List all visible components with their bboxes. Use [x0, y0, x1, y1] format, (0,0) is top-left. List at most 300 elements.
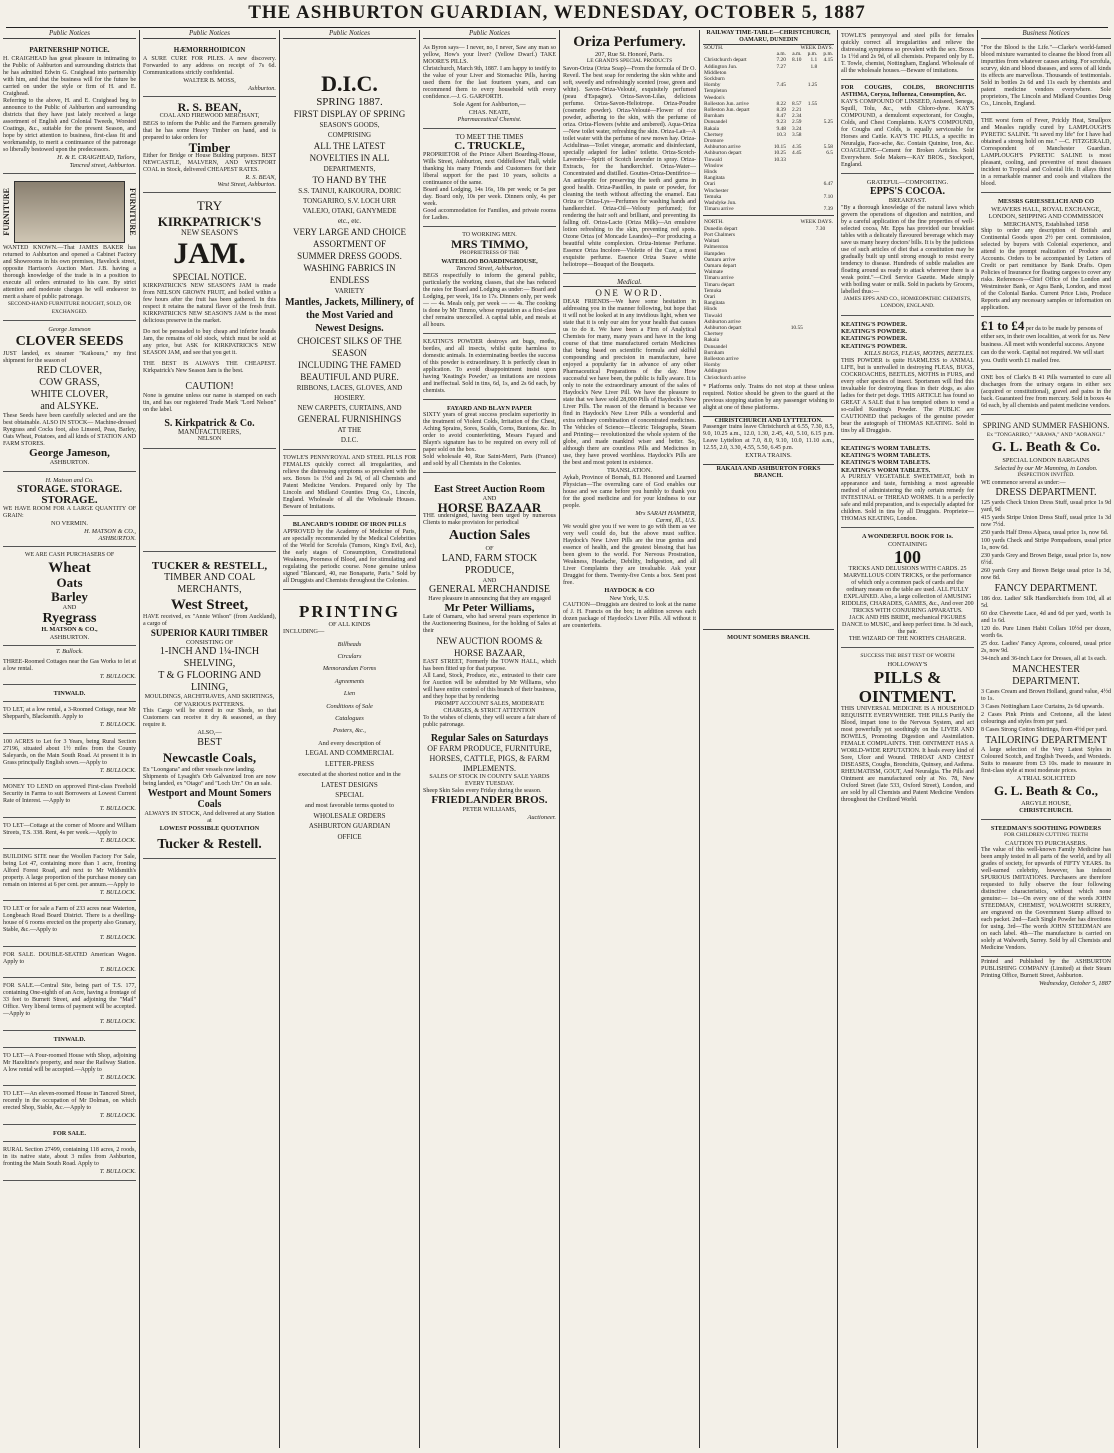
ad-body: SPECIAL — [335, 790, 364, 799]
beath-ad — [981, 417, 1111, 820]
ad-body: A large selection of the Very Latest Styles in Coloured Scotch, and English Tweeds, and Worsteds. Suits to measure from £3 10s. made to measure in first-class style at most moderate prices. — [981, 746, 1111, 774]
time-cell: 4.15 — [823, 57, 833, 64]
ad-body: THREE-Roomed Cottages near the Gas Works to let at a low rental. — [3, 658, 136, 672]
ad-body: RURAL Section 27499, containing 118 acres, 2 roods, in its native state, about 3 miles from Ashburton, fronting the Main South Road. Apply to — [3, 1147, 136, 1168]
station-cell: Rolleston Jun. depart — [704, 107, 750, 114]
ad-body: JUST landed, ex steamer "Kaikoura," my first shipment for the season of — [3, 351, 136, 365]
time-cell: 7.20 — [776, 57, 786, 64]
ad-title: STORAGE. STORAGE. — [17, 484, 122, 496]
ad-signature: ASHBURTON. — [98, 535, 136, 543]
time-cell: 9.48 — [776, 125, 786, 132]
time-cell: 7.45 — [776, 82, 786, 89]
timetable-south — [703, 45, 834, 212]
printing-item: Billheads — [337, 640, 362, 648]
ad-body: OF — [485, 545, 494, 553]
holloway-ad — [841, 650, 974, 808]
ad-title: KEATING'S WORM TABLETS. — [841, 466, 931, 474]
column-3 — [280, 30, 419, 1448]
wheat-ad — [3, 549, 136, 646]
dic-line: VARIETY — [334, 287, 365, 296]
ad-body: ALSO,— — [197, 729, 222, 737]
ad-signature: T. BULLOCK. — [99, 766, 136, 774]
ad-subtitle: SPRING 1887. — [316, 96, 383, 109]
ad-item: AND — [482, 576, 497, 584]
ad-item: BEST — [197, 736, 222, 748]
ad-signature: Tancred street, Ashburton. — [69, 161, 136, 169]
classified-ad — [3, 949, 136, 978]
ad-body: "By a thorough knowledge of the natural laws which govern the operations of digestion and nutrition, and by a careful application of the fine properties of well-selected cocoa, Mr. Epps has provided our breakfast tables with a delicately flavoured beverage which may save us many heavy doctors' bills. It is by the judicious use of such articles of diet that a constitution may be gradually built up until strong enough to resist every tendency to disease. Hundreds of subtle maladies are floating around us ready to attack wherever there is a weak point."—Civil Service Gazette. Made simply with boiling water or milk. Sold in packets by Grocers, labelled thus:— — [841, 204, 974, 295]
dic-line: BEAUTIFUL AND PURE. — [300, 372, 399, 383]
ad-title: FAYARD AND BLAYN PAPER — [447, 404, 532, 412]
ad-body: INCLUDING— — [283, 628, 325, 636]
ad-body: A SURE CURE FOR PILES. A new discovery. Forwarded to any address on receipt of 7s 6d. Communications strictly confidential. — [143, 56, 276, 77]
ad-body: "For the Blood is the Life."—Clarke's world-famed blood mixture warranted to cleanse the blood from all impurities from whatever causes arising. For scrofula, scurvy, skin and blood diseases, and sores of all kinds its effects are marvellous. Thousands of testimonials. Sold in bottles 2s 6d and 11s each by chemists and patent medicine vendors everywhere. Sole proprietors, The Lincoln and Midland Counties Drug Co., Lincoln, England. — [981, 45, 1111, 108]
ad-body: Do not be persuaded to buy cheap and inferior brands Jam, the remains of old stock, which must be sold at any price, but ASK for KIRKPATRICK'S NEW SEASON JAM, and see that you get it. — [143, 328, 276, 356]
ad-title: SPRING AND SUMMER FASHIONS. — [982, 421, 1110, 431]
ad-signature: PETER WILLIAMS, — [462, 806, 517, 814]
classified-ad — [3, 903, 136, 946]
dic-line: NOVELTIES IN ALL — [309, 153, 390, 164]
station-cell: Tinwald — [704, 312, 722, 319]
time-cell — [802, 206, 818, 212]
ad-body: Christchurch, March 9th, 1887. I am happy to testify to the value of your Liver and Stomachic Pills, having used them for the last fourteen years, and can recommend them to every household with every confidence.—J. G. GARFORTH. — [423, 66, 556, 101]
printing-item: Circulars — [337, 653, 362, 661]
ad-firm: T. Bullock. — [56, 648, 83, 656]
ad-item: PRODUCE, — [464, 564, 515, 576]
masthead-rule — [6, 27, 1108, 28]
ad-title: TO MEET THE TIMES — [455, 132, 524, 141]
ad-item: Oats — [56, 574, 83, 590]
station-cell: Hampden — [704, 250, 725, 257]
ad-title: KIRKPATRICK'S — [157, 214, 262, 230]
time-cell: 7.27 — [776, 63, 786, 70]
list-item: 3 Cases Nottingham Lace Curtains, 2s 6d upwards. — [981, 703, 1104, 710]
station-cell: Dunsandel — [704, 343, 728, 350]
ad-signature: West Street, Ashburton. — [217, 181, 276, 189]
ad-body: TO LET—A Four-roomed House with Shop, adjoining Mr Hazeltine's property, and near the Railway Station. A low rental will be accepted.—Apply to — [3, 1052, 136, 1073]
imprint-date: Wednesday, October 5, 1887 — [1039, 980, 1111, 988]
ad-title: Regular Sales on Saturdays — [430, 733, 549, 745]
classified-ad — [3, 820, 136, 849]
list-item: 25 doz. Ladies' Fancy Aprons, coloured, usual price 2s, now 9d. — [981, 640, 1111, 654]
ad-body: SIXTY years of great success proclaim superiority in the treatment of Violent Colds, Irritation of the Chest, Aching Sprains, Sores, Scalds, Corns, Bunions, &c. In order to avoid counterfeiting, Messrs Fayard and Blayn's signature has to be required on every roll of paper sold on the box. — [423, 412, 556, 454]
section-title: RAKAIA AND ASHBURTON FORKS BRANCH. — [703, 464, 834, 480]
list-item: 2 Cases Pink Prints and Cretonne, all the latest colourings and styles from per yard. — [981, 711, 1111, 725]
dic-line: HOSIERY. — [334, 394, 365, 403]
station-cell: Hinds — [704, 306, 717, 313]
time-cell: 10.3 — [776, 131, 786, 138]
ad-body: SALES OF STOCK IN COUNTY SALE YARDS EVERY TUESDAY. — [429, 774, 550, 788]
ad-title: KEATING'S POWDER. — [841, 335, 908, 343]
ad-item: LAND, FARM STOCK — [441, 552, 538, 564]
station-cell: Dunsandel — [704, 119, 728, 126]
time-cell: 7.10 — [823, 193, 833, 200]
station-cell: Washdyke Jun. — [704, 200, 737, 207]
ad-title: KEATING'S WORM TABLETS. — [841, 444, 931, 452]
ad-title: PILLS & OINTMENT. — [858, 667, 957, 706]
station-cell: Hornby — [704, 362, 721, 369]
timetable-north — [703, 219, 834, 380]
ad-signature: NELSON — [197, 436, 222, 443]
ad-body: These Seeds have been carefully selected and are the best obtainable. ALSO IN STOCK— Machine-dressed Ryegrass and Cocks foot, also Linseed, Peas, Barley, Oats Wheat, Potatoes, and all kinds of STATION AND FARM STORES. — [3, 413, 136, 448]
dic-line: the Most Varied and — [306, 310, 393, 322]
ad-subtitle: OF ALL KINDS — [328, 620, 371, 628]
table-header: WEEK DAYS. — [800, 45, 833, 51]
ad-signature: Ashburton. — [248, 84, 276, 92]
ad-body: THE WIZARD OF THE NORTH'S CHARGER. — [848, 636, 967, 643]
ad-title: BLANCARD'S IODIDE OF IRON PILLS — [292, 521, 407, 529]
column-header: Public Notices — [143, 30, 276, 39]
ad-body: Sole Agent for Ashburton,— — [453, 101, 526, 109]
column-header: a.m. — [792, 51, 802, 58]
ad-body: NO VERMIN. — [51, 520, 88, 528]
dic-line: VERY LARGE AND CHOICE — [293, 227, 406, 238]
ad-subtitle: BREAKFAST. — [888, 197, 927, 205]
station-cell: Rolleston Jun. arrive — [704, 100, 749, 107]
ad-title: HÆMORRHOIDICON — [173, 46, 246, 55]
ad-body: HAVE received, ex "Annie Wilson" (from Auckland), a cargo of — [143, 613, 276, 627]
station-cell: Templeton — [704, 88, 727, 95]
column-header: Business Notices — [981, 30, 1111, 39]
tucker-restell-ad — [143, 551, 276, 859]
station-cell: Timaru depart — [704, 281, 735, 288]
timetable-notes: * Platforms only. Trains do not stop at these unless required. Notice should be given to the guard at the previous stopping station by any passenger wishing to alight at one of these platforms. — [703, 383, 834, 411]
station-cell: Christchurch depart — [704, 57, 747, 64]
station-cell: Addington — [704, 368, 728, 375]
classified-ad — [3, 1050, 136, 1086]
time-cell — [768, 206, 787, 212]
time-cell: 1.8 — [810, 63, 818, 70]
ad-item: NEW AUCTION ROOMS & — [436, 636, 543, 647]
station-cell: Waitati — [704, 238, 720, 245]
time-cell: 8.47 — [776, 113, 786, 120]
time-cell: 7.30 — [815, 225, 826, 232]
section-title: EXTRA TRAINS. — [745, 452, 792, 460]
ad-body: per da to be made by persons of either sex, in their own localities, at work for us. New business. All meet with wonderful success. Anyone can do the work. Capital not required. We will start you. Outfit worth £1 mailed free. — [981, 326, 1111, 365]
truckle-ad — [423, 131, 556, 227]
ad-signature: Mrs SARAH HAMMER, — [635, 509, 696, 517]
table-header: WEEK DAYS. — [800, 219, 833, 226]
time-cell: 1.25 — [807, 82, 818, 89]
ad-body: LATEST DESIGNS — [321, 780, 378, 789]
ad-subtitle: GRATEFUL—COMFORTING. — [866, 179, 949, 186]
station-cell: Waimate — [704, 269, 724, 276]
ad-body: Sheep Skin Sales every Friday during the season. — [423, 788, 542, 795]
table-row — [703, 206, 834, 212]
ad-title: KEATING'S WORM TABLETS. — [841, 459, 931, 467]
time-cell: 9.23 — [776, 119, 786, 126]
station-cell: Port Chalmers — [704, 231, 735, 238]
keating-powder-ad — [841, 318, 974, 440]
ad-signature: Pharmaceutical Chemist. — [457, 116, 522, 124]
ad-title: ONE WORD. — [595, 288, 664, 299]
imprint: Printed and Published by the ASHBURTON PUBLISHING COMPANY (Limited) at their Steam Printing Office, Burnett Street, Ashburton. — [981, 959, 1111, 980]
ad-signature: R. S. BEAN, — [245, 173, 276, 181]
ad-subtitle: CONTAINING — [887, 540, 928, 548]
section-title: MANCHESTER DEPARTMENT. — [1012, 663, 1080, 687]
auction-ad — [423, 475, 556, 825]
ad-title: C. TRUCKLE, — [454, 140, 525, 153]
section-title: DRESS DEPARTMENT. — [995, 486, 1097, 498]
kirkpatrick-jam-ad — [143, 195, 276, 448]
ad-body: A PURELY VEGETABLE SWEETMEAT, both in appearance and taste, furnishing a most agreeable method of administering the only certain remedy for INTESTINAL or THREAD WORMS. It is a perfectly safe and mild preparation, and is especially adapted for children. Sold in tins by all Druggists. Proprietor—THOMAS KEATING, London. — [841, 474, 974, 523]
ad-item: HORSE BAZAAR, — [453, 648, 525, 659]
column-header: Public Notices — [423, 30, 556, 39]
ad-title: West Street, — [170, 596, 249, 613]
station-cell: Weedon's — [704, 94, 725, 101]
printing-items — [283, 641, 416, 735]
classified-ad — [3, 980, 136, 1030]
ad-body: MOULDINGS, ARCHITRAVES, AND SKIRTINGS, — [144, 694, 275, 701]
time-cell: 2.59 — [792, 119, 802, 126]
station-cell: Rangitata — [704, 175, 725, 182]
ad-title: KEATING'S POWDER. — [841, 320, 908, 328]
ad-item: GENERAL MERCHANDISE — [428, 584, 550, 596]
ad-item: Timber — [188, 139, 231, 155]
ad-body: Board and Lodging, 14s 16s, 18s per week; or 5s per day. Board only, 10s per week. Dinners only, 4s per week. — [423, 187, 556, 208]
ad-signature: Carmi, Ill., U.S. — [655, 517, 696, 525]
ad-body: This Cargo will be stored in our Sheds, so that Customers can receive it dry & seasoned, as they require it. — [143, 708, 276, 729]
time-cell: 8.22 — [776, 100, 786, 107]
column-8 — [978, 30, 1114, 1448]
medical-section — [563, 276, 696, 634]
ad-item: Newcastle Coals, — [162, 749, 257, 765]
ad-title: Auction Sales — [448, 528, 531, 544]
ad-subtitle: 207, Rue St. Honoré, Paris. — [595, 51, 664, 58]
station-cell: Winslow — [704, 162, 724, 169]
dress-items — [981, 500, 1111, 582]
ad-signature: T. BULLOCK. — [99, 1112, 136, 1120]
masthead: THE ASHBURTON GUARDIAN, WEDNESDAY, OCTOBER 5, 1887 — [248, 2, 866, 23]
ad-title: MESSRS GRIESSELICH AND CO — [997, 198, 1095, 206]
ad-signature: H. MATSON & CO., — [41, 626, 98, 634]
ad-title: HORSE BAZAAR — [437, 500, 542, 516]
ad-subtitle: INSPECTION INVITED. — [1017, 472, 1075, 479]
ad-signature: CHRISTCHURCH. — [1019, 807, 1073, 815]
time-cell: 1.1 — [810, 57, 818, 64]
time-cell: 10.33 — [773, 156, 786, 163]
keating-worm-ad — [841, 442, 974, 529]
section-title: Medical. — [563, 279, 696, 287]
griesselich-ad — [981, 195, 1111, 317]
ad-title: KEATING'S POWDER. — [841, 328, 908, 336]
ad-body: Aykab, Province of Bornah, B.I. Honored and Learned Physician—The overruling care of God enables our house and we came before you humbly to thank you for the good medicine and for your kindness to our people. — [563, 474, 696, 509]
ad-title: A WONDERFUL BOOK FOR 1s. — [861, 533, 954, 541]
dic-line: CHOICEST SILKS OF THE SEASON — [297, 336, 402, 359]
station-cell: Ashburton depart — [704, 150, 742, 157]
station-cell: Addington Jun. — [704, 63, 738, 70]
ad-body: TINWALD. — [53, 689, 86, 697]
ad-title: 100 — [894, 547, 921, 568]
ad-subtitle: Ex "TONGARIRO," "ARAWA," AND "AORANGI." — [986, 432, 1106, 439]
rakaia-timetable — [703, 479, 834, 630]
dic-line: TO HAND BY THE — [312, 175, 387, 186]
time-cell — [804, 375, 826, 381]
side-label: FURNITURE — [128, 188, 137, 236]
station-cell: Chertsey — [704, 331, 724, 338]
ad-body: ASHBURTON GUARDIAN — [308, 822, 391, 831]
ad-body: KAY'S COMPOUND OF LINSEED, Aniseed, Senega, Squill, Tolu, &c., with Chloro-dyne. KAY'S COMPOUND, a demulcent expectorant, for Coughs, Colds, and Chest Complaints. KAY'S COMPOUND, for Coughs and Colds, is equally serviceable for Horses and Cattle. KAY'S TIC PILLS, a specific in Neuralgia, Face-ache, &c. Contain Quinine, Iron, &c. COAGULINE—Cement for Broken Articles. Sold Everywhere. Sole Makers—KAY BROS., Stockport, England. — [841, 99, 974, 168]
station-cell: Hornby — [704, 82, 721, 89]
ad-body: TO LET, at a low rental, a 3-Roomed Cottage, near Mr Sheppard's, Blacksmith. Apply to — [3, 707, 136, 721]
ad-body: ALWAYS IN STOCK, And delivered at any Station at — [144, 809, 275, 825]
ad-body: PROMPT ACCOUNT SALES, MODERATE CHARGES, & STRICT ATTENTION — [434, 701, 545, 715]
column-header: p.m. — [807, 51, 818, 58]
station-cell: Sockburn — [704, 76, 725, 83]
ad-body: OF VARIOUS PATTERNS. — [174, 701, 245, 709]
ad-body: TO LET or for sale a Farm of 233 acres near Waterton, Longbeach Road Board District. There is a dwelling-house of 6 rooms erected on the property also Granary, Stable, &c.—Apply to — [3, 906, 136, 934]
ad-body: THIS UNIVERSAL MEDICINE IS A HOUSEHOLD REQUISITE EVERYWHERE. THE PILLS Purify the Blood, impart tone to the Nervous System, and act most powerfully yet soothingly on the LIVER AND BOWELS, Promoting Digestion and Assimilation. FEMALE COMPLAINTS. THE OINTMENT HAS A WORLD-WIDE REPUTATION. It heals every kind of Sore, Ulcer and Wound. THROAT AND CHEST DISEASES, Coughs, Bronchitis, Quinsey, and Asthma. RHEUMATISM, GOUT, And Neuralgia. The Pills and Ointment are manufactured only at No. 78, New Oxford Street (late 533, Oxford Street), London, and are sold by all Chemists and Patent Medicine Vendors throughout the Civilized World. — [841, 705, 974, 803]
classified-ad — [3, 851, 136, 901]
ad-signature: T. BULLOCK. — [99, 1168, 136, 1176]
printing-item: Conditions of Sale — [326, 702, 373, 710]
classified-ad — [3, 1088, 136, 1124]
ad-body: CAUTION—Druggists are desired to look at the name of J. H. Francis on the box; in addition screws each dozen package of Haydock's Liver Pills. All without it are counterfeits. — [563, 602, 696, 630]
classified-ad — [3, 687, 136, 702]
steedman-ad — [981, 822, 1111, 957]
ad-title: £1 to £4 — [981, 318, 1025, 334]
dic-line: GENERAL FURNISHINGS — [297, 414, 402, 425]
ad-signature: FRIEDLANDER BROS. — [431, 794, 548, 807]
station-cell: Rakaia — [704, 125, 719, 132]
classified-ad — [3, 736, 136, 779]
ad-body: We would give you if we were to go with them as we very well could do, but the above must suffice. Haydock's New Liver Pills are the true genius and essence of health, and the greatest blessing that has been given to the world. For Nervous Prostration, Weakness, Headache, Debility, Indigestion, and all Liver Complaints they are invaluable. Ask your Druggist for them. Twenty-five Cents a box. Sent post free. — [563, 524, 696, 587]
ad-body: LETTER-PRESS — [324, 759, 374, 768]
list-item: 3 Cases Cream and Brown Holland, grand value, 4½d to 1s. — [981, 688, 1111, 702]
ad-title: TRY — [196, 198, 223, 214]
ad-title: PARTNERSHIP NOTICE. — [29, 46, 110, 55]
ad-title: Oriza Perfumery. — [573, 34, 686, 50]
ad-signature: CHAS. NEATE, — [468, 108, 511, 116]
ad-title: STORAGE. — [41, 494, 98, 507]
ad-subtitle: TIMBER AND COAL — [163, 571, 256, 583]
ad-item: 1-INCH AND 1¼-INCH — [159, 646, 260, 658]
time-cell: 5.25 — [823, 119, 833, 126]
station-cell: Ashburton arrive — [704, 144, 741, 151]
ad-body: Shipments of Lysaght's Orb Galvanized Iron are now being landed, ex "Otago" and "Loch Urr." On an sale. — [143, 773, 276, 787]
station-cell: Burnham — [704, 349, 725, 356]
dic-line: Newest Designs. — [315, 323, 384, 335]
dic-line: RIBBONS, LACES, GLOVES, AND — [296, 384, 403, 393]
time-cell: 4.45 — [792, 150, 802, 157]
oriza-ad — [563, 30, 696, 274]
station-cell: Orari — [704, 293, 716, 300]
ad-body: None is genuine unless our name is stamped on each tin, and has our registered Trade Mark "Lord Nelson" on the label. — [143, 392, 276, 413]
ad-signature: T. BULLOCK. — [99, 965, 136, 973]
ad-body: All Land, Stock, Produce, etc., entrusted to their care for Auction will be submitted by Mr Williams, who will have entire control of this branch of their business, and they hope that by rendering — [423, 673, 556, 701]
station-cell: Temuka — [704, 193, 722, 200]
storage-ad — [3, 474, 136, 548]
ad-subtitle: COAL AND FIREWOOD MERCHANT, — [159, 113, 260, 120]
column-header: Public Notices — [283, 30, 416, 39]
station-cell: Orari — [704, 181, 716, 188]
ad-title: D.I.C. — [321, 71, 378, 97]
ad-subtitle: TRANSLATION. — [607, 467, 652, 475]
time-cell: 10.55 — [790, 324, 803, 331]
ad-firm: H. Matson and Co. — [45, 476, 94, 484]
ad-body: Savon-Oriza (Oriza Soap)—From the formula of Dr O. Reveil. The best soap for rendering the skin white and soft, sweetly and refreshingly scented (rose, green and white). Savon-Oriza-Velouté, exquisitely perfumed (peau d'Espagne). Oriza-Savon-Lilas, delicious perfume. Oriza-Savon-Heliotrope. Oriza-Poudre (cosmetic powder). Oriza-Velouté—Flower of rice powder, adhering to the skin, with the perfume of oriza. Oriza-Flowers (white and ambered). Aqua-Oriza—New toilet water, refreshing the skin. Oriza-Lait—A toilet water with the perfume of new mown hay. Oriza-Acidulinas—Toilet vinegar, aromatic and disinfectant, specially adapted for ladies' toilette. Oriza-Scotch-Lavender—Spirit of Scotch lavender in spray. Oriza-Extracts, for the handkerchief. Oriza-Water—Concentrated and distilled. Gouttes-Oriza-Dentifrice—An antiseptic for preserving the teeth and gums in good health. Oriza-Pastilles, in paste or powder, for cleaning the teeth without affecting the enamel. Eau Oriza or Oriza-Lys—Perfumes for washing hands and handkerchief. Oriza-Oil—Velouty perfumed; for rendering the hair soft and brilliant, and preventing its falling off. Oriza-Lacto (Oriza Milk)—An emulsive lotion refreshing to the skin, preventing red spots. Ozone Oriza (of Moncade Leandes)—For producing a beautiful white complexion. Oriza-Intense Perfume. Essence Oriza Incolore—Violette of the Czar, a most exquisite perfume. Essence Oriza Suave white heliotrope—Bouquet of the Bouquets. — [563, 65, 696, 268]
ad-body: THE undersigned, having been urged by numerous Clients to make provision for periodical — [423, 513, 556, 527]
time-cell: 3.24 — [792, 125, 802, 132]
ad-item: Coals — [197, 798, 222, 810]
ad-title: KEATING'S POWDER. — [841, 342, 908, 350]
ad-body: WHOLESALE ORDERS — [313, 811, 386, 820]
time-cell: 1.55 — [807, 100, 818, 107]
time-cell — [830, 375, 834, 381]
ad-body: TO LET—An eleven-roomed House in Tancred Street, recently in the occupation of Mr Dolman, on which erected Shop, Stable, &c.—Apply to — [3, 1091, 136, 1112]
ad-title: G. L. Beath & Co. — [991, 440, 1101, 456]
list-item: 125 yards Check Union Dress Stuff, usual price 1s 9d yard, 9d — [981, 499, 1111, 513]
column-7 — [838, 30, 977, 1448]
dic-line: TONGARIRO, S.V. LOCH URR — [302, 197, 397, 206]
ad-title: FOR COUGHS, COLDS, BRONCHITIS ASTHMA, Coryza, Influenza, Consumption, &c. — [841, 85, 974, 98]
ad-signature: T. BULLOCK. — [99, 805, 136, 813]
ad-subtitle: WATERLOO BOARDINGHOUSE, — [441, 257, 538, 265]
ad-title: Mr Peter Williams, — [444, 602, 535, 615]
ad-subtitle: NEW SEASON'S — [180, 228, 239, 238]
ad-item: Westport and Mount Somers — [147, 787, 272, 799]
dic-lines — [283, 108, 416, 445]
ad-body: DEAR FRIENDS—We have some hesitation in addressing you in the manner following, but hope that it will not be looked at in any invidious light, when we state that it is only our aim for your health that causes us to do it. We have been a Firm of Analytical Chemists for many, many years and have in the long course of that time manufactured certain Medicines that being based on scientific formula and skilful compounding and precision in manufacture, have enjoyed a popularity far in advance of any other Pharmaceutical Preparations of the day. How successful we have been, the public is fully aware. It is only to note the extraordinary amount of the sales of Haydock's New Liver Pill. We have the pleasure to state that we have sold 28,000 Pills of Haydock's New Liver Pills. The reason of the demand is because we find in Haydock's New Liver Pills a wonderful and extra ordinary combination of concentrated medicines. The Vehicles of Science—Electric Telegraphs, Steam and Printing— revolutionized the whole system of the globe, and made mankind wiser and better. So, although there are countless Pills and Medicines in use, they have proved worthless. Haydock's Pills are the best and most potent in existence. — [563, 299, 696, 467]
ad-subtitle: SUPERIOR KAURI TIMBER — [150, 627, 269, 638]
ad-body: Late of Oamaru, who had several years experience in the Auctioneering Business, for the holding of Sales at their — [423, 614, 556, 635]
bullock-ads — [3, 656, 136, 1181]
ad-body: WE HAVE ROOM FOR A LARGE QUANTITY OF GRAIN: — [3, 506, 136, 520]
ad-subtitle: SPECIAL NOTICE. — [172, 271, 247, 282]
ad-item: OF FARM PRODUCE, FURNITURE, HORSES, CATTLE, PIGS, & FARM IMPLEMENTS. — [427, 744, 552, 774]
ad-subtitle: KILLS BUGS, FLEAS, MOTHS, BEETLES. — [864, 350, 974, 358]
ad-signature: T. BULLOCK. — [99, 1073, 136, 1081]
ad-signature: T. BULLOCK. — [99, 1018, 136, 1026]
ad-signature: Tucker & Restell. — [157, 837, 262, 853]
ad-signature: ASHBURTON. — [49, 459, 90, 467]
section-title: CHRISTCHURCH AND LYTTELTON. — [703, 416, 834, 424]
time-cell: 2.21 — [792, 107, 802, 114]
ad-body: FOR SALE. DOUBLE-SEATED American Wagon. Apply to — [3, 951, 136, 965]
time-cell: 6.5 — [826, 150, 833, 157]
ad-body: TOWLE'S PENNYROYAL AND STEEL PILLS FOR FEMALES quickly correct all irregularities, and relieve the distressing symptoms so prevalent with the sex. Boxes 1s 1½d and 2s 9d, of all Chemists and Patent Medicine Vendors. Prepared only by The Lincoln and Midland Counties Drug Co., Lincoln, England. Wholesale of all the Wholesale Houses. Beware of Imitations. — [283, 455, 416, 511]
station-cell: Timaru arrive — [704, 206, 734, 213]
ad-body: Good accommodation for Families, and private rooms for Ladies. — [423, 208, 556, 222]
ad-body: WE commence several as under:— — [981, 479, 1066, 486]
station-cell: Ashburton arrive — [704, 318, 741, 325]
ad-signature: G. L. Beath & Co., — [994, 783, 1098, 799]
time-cell: 2.34 — [792, 113, 802, 120]
ad-item: WHITE CLOVER, — [30, 389, 109, 401]
ad-item: and ALSYKE. — [40, 401, 99, 413]
ad-subtitle: LE GRAND'S SPECIAL PRODUCTS — [586, 58, 673, 65]
ad-body: PROPRIETOR of the Prince Albert Boarding-House, Wills Street, Ashburton, next Oddfellows' Hall, while thanking his many Friends and Customers for their liberal support for the past 10 years, solicits a continuance of the same. — [423, 152, 556, 187]
printing-item: Lien — [343, 690, 356, 698]
ad-body: and most favorable terms quoted to — [304, 802, 394, 810]
time-cell — [776, 375, 804, 381]
table-row — [703, 375, 834, 381]
classified-ad — [3, 781, 136, 817]
dic-line: NEW CARPETS, CURTAINS, AND — [297, 404, 402, 413]
ad-body: LOWEST POSSIBLE QUOTATION — [159, 824, 260, 832]
list-item: 120 do. Pure Linen Habit Collars 10½d per dozen, worth 6s. — [981, 625, 1111, 639]
ad-subtitle: MERCHANTS, — [177, 583, 242, 595]
station-cell: Rolleston arrive — [704, 355, 739, 362]
dic-ad — [283, 42, 416, 450]
ad-signature: ARGYLE HOUSE, — [1021, 800, 1071, 808]
ad-signature: T. BULLOCK. — [99, 836, 136, 844]
time-cell: 10.25 — [773, 150, 786, 157]
classified-ad — [3, 704, 136, 733]
ad-item: AND — [62, 603, 77, 611]
ad-item: T & G FLOORING AND — [158, 670, 261, 682]
time-cell: 10.15 — [773, 144, 786, 151]
